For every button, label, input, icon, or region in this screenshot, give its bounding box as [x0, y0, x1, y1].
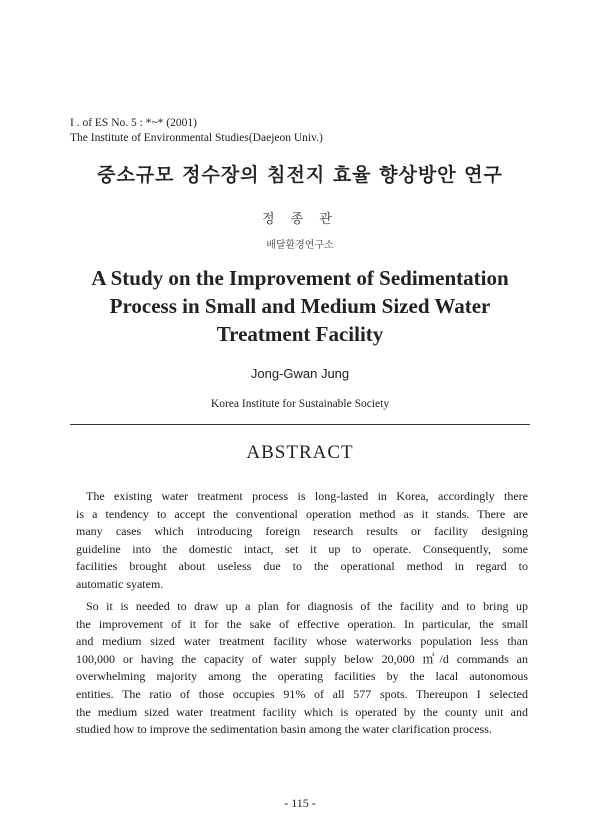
abstract-paragraph-2 — [76, 598, 528, 739]
journal-header — [70, 116, 323, 146]
english-author: Jong-Gwan Jung — [250, 366, 350, 381]
institute-line: The Institute of Environmental Studies(Daejeon Univ.) — [70, 132, 323, 144]
text-line: the improvement of it for the sake of effective operation. In particular, the small — [76, 616, 528, 631]
text-line: entities. The ratio of those occupies 91% of all 577 spots. Thereupon I selected — [76, 686, 528, 701]
abstract-heading: ABSTRACT — [246, 442, 354, 463]
english-title-line: Treatment Facility — [216, 322, 384, 346]
english-title — [0, 264, 600, 348]
abstract-paragraph-1 — [76, 488, 528, 594]
divider-line — [70, 424, 530, 425]
korean-affiliation: 배달환경연구소 — [266, 240, 334, 251]
text-line: 100,000 or having the capacity of water supply below 20,000 ㎥/d commands an — [76, 651, 528, 666]
english-affiliation: Korea Institute for Sustainable Society — [210, 398, 390, 410]
english-title-line: A Study on the Improvement of Sedimentation — [91, 266, 509, 290]
journal-volume-line: I . of ES No. 5 : *~* (2001) — [70, 117, 197, 129]
text-line: guideline into the domestic intact, set it up to operate. Consequently, some — [76, 541, 528, 556]
english-title-line: Process in Small and Medium Sized Water — [109, 294, 491, 318]
text-line: automatic syatem. — [76, 576, 164, 591]
text-line: studied how to improve the sedimentation basin among the water clarification process. — [76, 722, 492, 737]
text-line: facilities brought about useless due to the operational method in regard to — [76, 559, 528, 574]
text-line: the medium sized water treatment facility which is operated by the county unit and — [76, 704, 528, 719]
text-line: overwhelming majority among the operating facilities by the lacal autonomous — [76, 669, 528, 684]
korean-title: 중소규모 정수장의 침전지 효율 향상방안 연구 — [97, 164, 503, 186]
page-number: - 115 - — [284, 796, 316, 810]
text-line: is a tendency to accept the conventional operation method as it stands. There are — [76, 506, 528, 521]
text-line: The existing water treatment process is long-lasted in Korea, accordingly there — [86, 489, 528, 503]
text-line: many cases which introducing foreign research results or facility designing — [76, 524, 528, 539]
text-line: So it is needed to draw up a plan for diagnosis of the facility and to bring up — [86, 599, 528, 613]
text-line: and medium sized water treatment facility whose waterworks population less than — [76, 634, 528, 649]
korean-author: 정 종 관 — [262, 212, 338, 227]
